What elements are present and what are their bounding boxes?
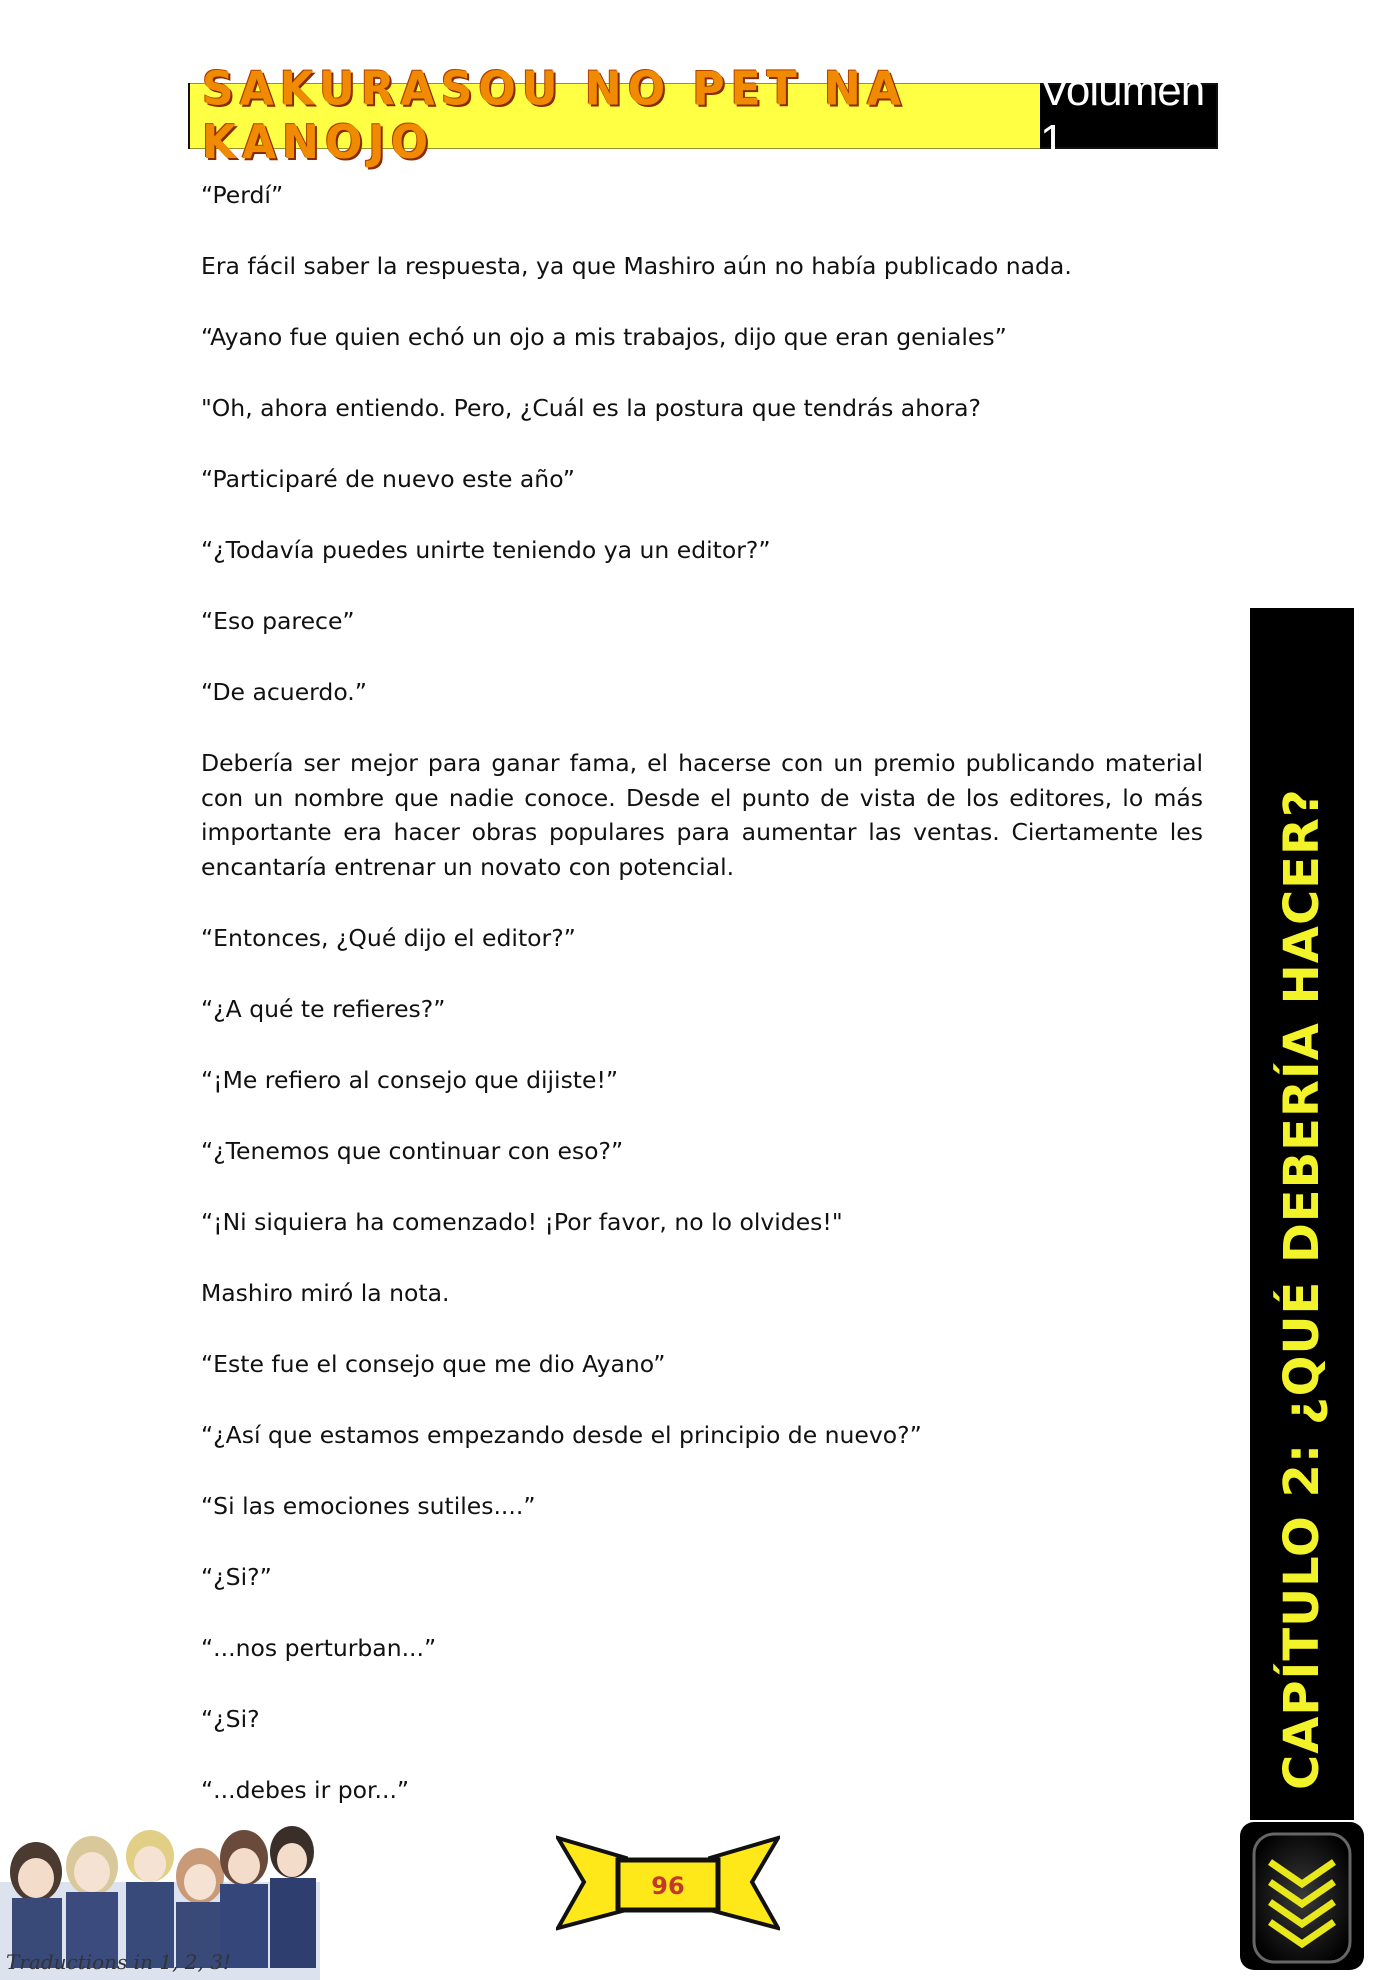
paragraph: “¿Si?”	[201, 1562, 272, 1591]
body-text	[201, 178, 1203, 1844]
paragraph: “Este fue el consejo que me dio Ayano”	[201, 1349, 666, 1378]
paragraph: “...debes ir por...”	[201, 1775, 410, 1804]
paragraph: “Ayano fue quien echó un ojo a mis trabajos, dijo que eran geniales”	[201, 323, 1007, 351]
translation-credit: Traductions in 1, 2, 3!	[6, 1950, 231, 1974]
page-header	[188, 62, 1218, 170]
chapter-sidebar	[1250, 608, 1354, 1820]
page-number: 96	[651, 1872, 685, 1900]
volume-label: Volumen 1	[1040, 85, 1216, 147]
paragraph: “Participaré de nuevo este año”	[201, 465, 575, 493]
paragraph: Mashiro miró la nota.	[201, 1278, 450, 1307]
paragraph: Era fácil saber la respuesta, ya que Mashiro aún no había publicado nada.	[201, 252, 1072, 280]
paragraph: “Si las emociones sutiles....”	[201, 1491, 536, 1520]
paragraph: “¿Así que estamos empezando desde el principio de nuevo?”	[201, 1420, 922, 1449]
chevron-badge-icon	[1240, 1822, 1364, 1970]
paragraph: “¡Ni siquiera ha comenzado! ¡Por favor, no lo olvides!"	[201, 1207, 843, 1236]
paragraph: “Entonces, ¿Qué dijo el editor?”	[201, 923, 576, 952]
paragraph: Debería ser mejor para ganar fama, el hacerse con un premio publicando material con un nombre que nadie conoce. Desde el punto de vista de los editores, lo más importante era hacer obras populares para aumentar las ventas. Ciertamente les encantaría entrenar un novato con potencial.	[201, 749, 1203, 881]
paragraph: “¿Si?	[201, 1704, 260, 1733]
paragraph: “Perdí”	[201, 181, 284, 209]
paragraph: “¿A qué te refieres?”	[201, 994, 446, 1023]
paragraph: “Eso parece”	[201, 607, 355, 635]
chapter-title: CAPÍTULO 2: ¿QUÉ DEBERÍA HACER?	[1274, 788, 1330, 1790]
paragraph: “De acuerdo.”	[201, 678, 367, 706]
paragraph: "Oh, ahora entiendo. Pero, ¿Cuál es la postura que tendrás ahora?	[201, 394, 981, 422]
paragraph: “¿Tenemos que continuar con eso?”	[201, 1136, 624, 1165]
paragraph: “¡Me refiero al consejo que dijiste!”	[201, 1065, 619, 1094]
series-title: SAKURASOU NO PET NA KANOJO	[190, 83, 1040, 148]
paragraph: “...nos perturban...”	[201, 1633, 437, 1662]
paragraph: “¿Todavía puedes unirte teniendo ya un editor?”	[201, 536, 771, 564]
